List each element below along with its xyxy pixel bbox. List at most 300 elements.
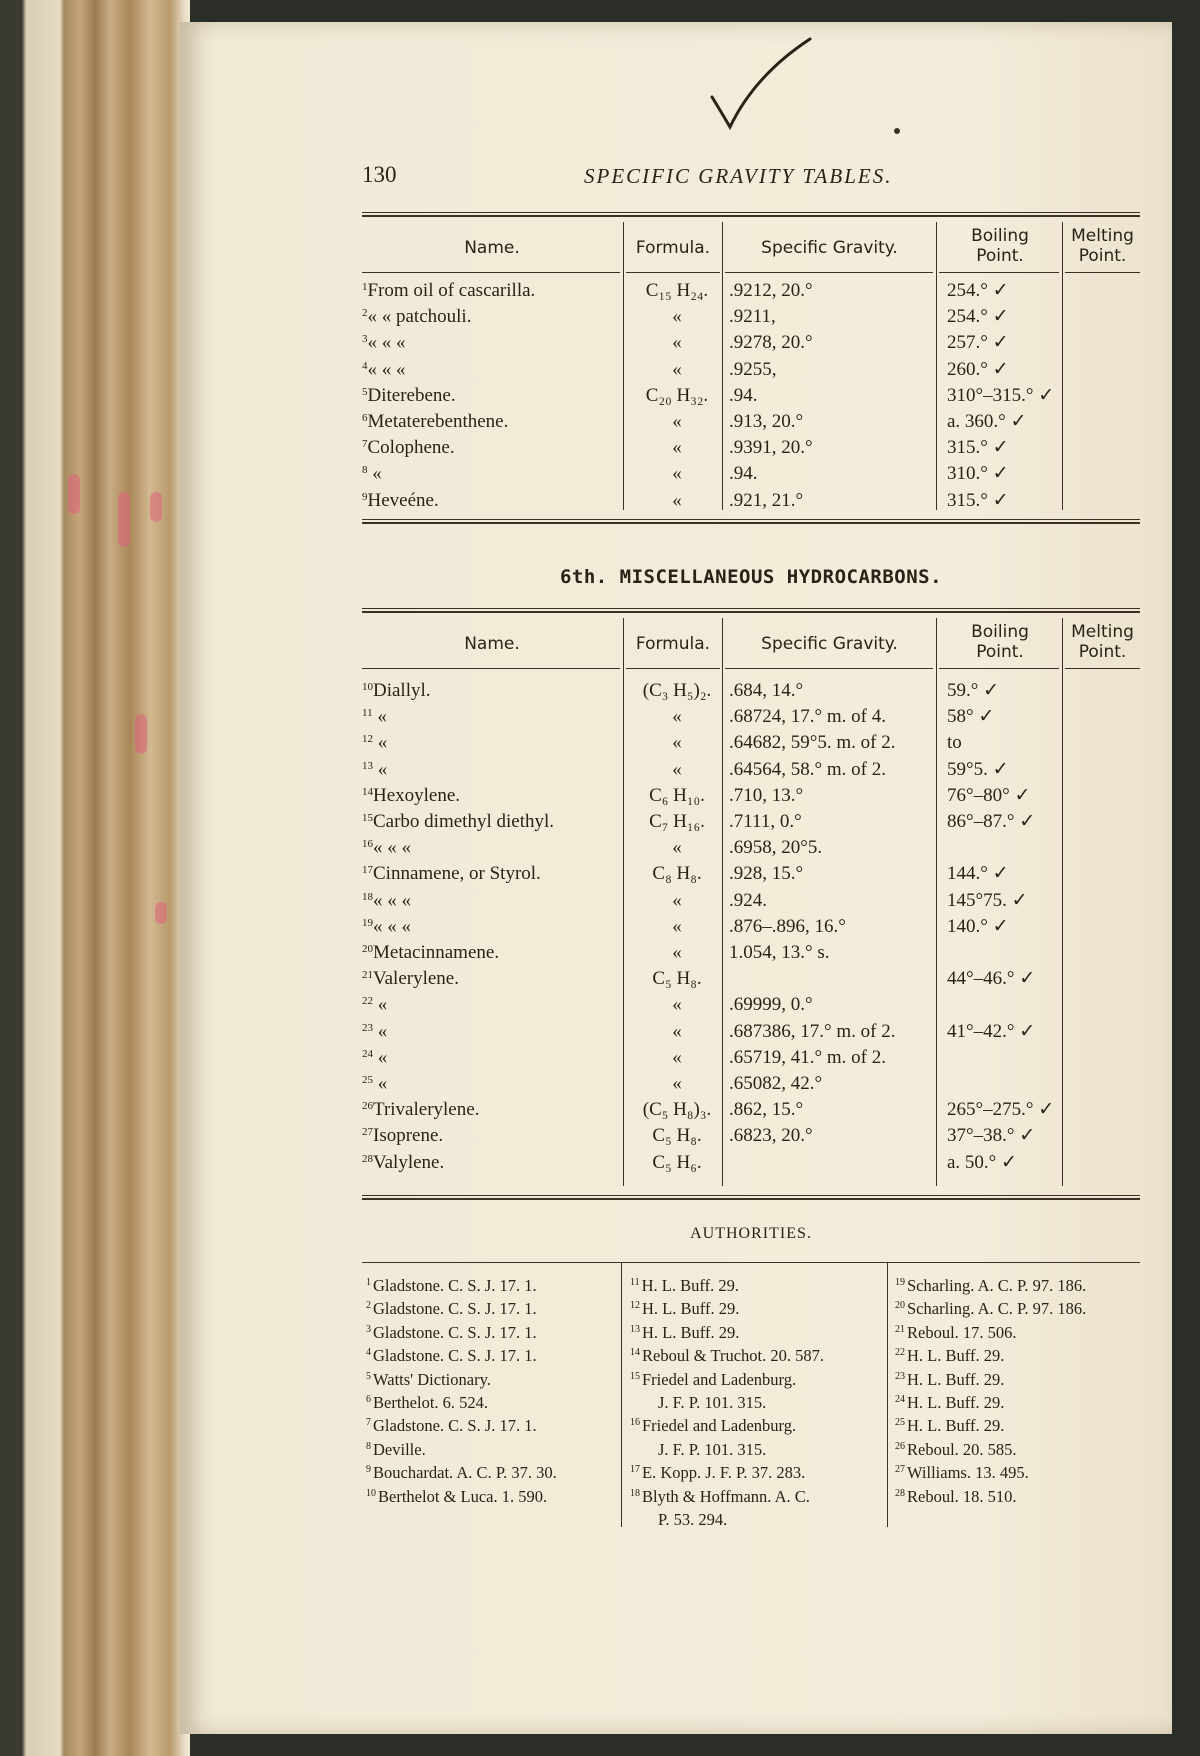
row-name-text: « « patchouli. — [367, 306, 472, 328]
row-name-text: « — [372, 706, 387, 728]
header-rule — [939, 668, 1059, 669]
authority-entry — [895, 1368, 1086, 1391]
row-f-cell: (C₃ H₅)₂. — [642, 680, 712, 701]
table-row — [362, 1097, 1140, 1123]
header-rule — [939, 272, 1059, 273]
row-name-text: « « « — [367, 358, 406, 380]
ink-dot — [894, 128, 900, 134]
authority-ref-number: 3 — [366, 1323, 371, 1335]
row-name-text: « — [367, 463, 382, 485]
table-row — [362, 461, 1140, 487]
row-name-cell — [362, 383, 456, 409]
row-name-cell — [362, 435, 455, 461]
row-name-text: Valylene. — [373, 1151, 445, 1173]
table-row — [362, 704, 1140, 730]
row-bp-cell: 254.° ✓ — [947, 280, 1009, 301]
running-title: SPECIFIC GRAVITY TABLES. — [584, 164, 893, 188]
row-ref-number: 7 — [362, 438, 368, 451]
authority-text: Gladstone. C. S. J. 17. 1. — [373, 1416, 537, 1436]
row-f-cell: « — [672, 358, 682, 380]
row-f-cell: « — [672, 732, 682, 754]
row-sg-cell: .64564, 58.° m. of 2. — [729, 758, 886, 780]
row-f-cell: C₅ H₈. — [652, 1125, 702, 1147]
row-f-cell: « — [672, 915, 682, 937]
row-bp-cell: 37°–38.° ✓ — [947, 1125, 1036, 1147]
row-sg-cell: .913, 20.° — [729, 411, 804, 432]
authority-text: H. L. Buff. 29. — [907, 1393, 1005, 1413]
row-bp-cell: 44°–46.° ✓ — [947, 968, 1036, 990]
header-rule — [362, 272, 620, 273]
row-name-text: Isoprene. — [373, 1125, 444, 1147]
authority-entry — [366, 1321, 557, 1344]
table-row — [362, 278, 1140, 304]
authority-entry — [895, 1297, 1086, 1320]
header-rule — [725, 272, 933, 273]
authority-entry — [366, 1485, 557, 1508]
row-f-cell: C₁₅ H₂₄. — [645, 280, 709, 301]
authority-entry — [366, 1368, 557, 1391]
row-name-text: Hexoylene. — [373, 784, 461, 806]
table-bottom-rule — [362, 1195, 1140, 1200]
authority-text: Watts' Dictionary. — [373, 1369, 491, 1389]
row-sg-cell: .64682, 59°5. m. of 2. — [729, 732, 896, 754]
row-ref-number: 13 — [362, 759, 373, 772]
authority-entry — [895, 1438, 1086, 1461]
row-sg-cell: .68724, 17.° m. of 4. — [729, 706, 886, 728]
handwritten-check-icon — [700, 35, 820, 135]
authority-text: Gladstone. C. S. J. 17. 1. — [373, 1299, 537, 1319]
authority-ref-number: 21 — [895, 1323, 905, 1335]
authority-entry — [895, 1321, 1086, 1344]
row-bp-cell: 144.° ✓ — [947, 863, 1009, 885]
row-f-cell: « — [672, 332, 682, 354]
authority-ref-number: 23 — [895, 1370, 905, 1382]
row-f-cell: « — [672, 1046, 682, 1068]
row-f-cell: « — [672, 1020, 682, 1042]
row-bp-cell: 254.° ✓ — [947, 306, 1009, 328]
row-sg-cell: .7111, 0.° — [729, 811, 802, 832]
authority-text: Gladstone. C. S. J. 17. 1. — [373, 1322, 537, 1342]
row-name-cell — [362, 704, 387, 730]
col-header-name: Name. — [464, 238, 520, 258]
authority-ref-number: 6 — [366, 1394, 371, 1406]
col-header-formula: Formula. — [635, 634, 711, 654]
table-row — [362, 861, 1140, 887]
red-stain — [155, 902, 167, 924]
row-ref-number: 8 — [362, 464, 368, 477]
col-header-specific-gravity: Specific Gravity. — [761, 634, 898, 654]
row-bp-cell: 145°75. ✓ — [947, 889, 1028, 911]
row-ref-number: 15 — [362, 812, 373, 824]
row-name-cell — [362, 940, 499, 966]
row-sg-cell: .6823, 20.° — [729, 1125, 813, 1147]
row-bp-cell: 58° ✓ — [947, 706, 995, 728]
authority-entry — [630, 1368, 824, 1391]
col-header-melting-point: Melting Point. — [1071, 622, 1134, 662]
row-ref-number: 14 — [362, 785, 373, 798]
authority-ref-number: 14 — [630, 1347, 640, 1359]
row-bp-cell: 140.° ✓ — [947, 915, 1009, 937]
row-name-cell — [362, 809, 554, 835]
authority-ref-number: 25 — [895, 1417, 905, 1429]
row-sg-cell: .928, 15.° — [729, 863, 804, 885]
red-stain — [118, 492, 130, 547]
authority-ref-number: 5 — [366, 1370, 371, 1382]
table-row — [362, 383, 1140, 409]
row-f-cell: « — [672, 758, 682, 780]
authority-entry — [895, 1274, 1086, 1297]
row-name-cell — [362, 1097, 479, 1123]
row-name-cell — [362, 409, 508, 435]
table-bottom-rule — [362, 519, 1140, 524]
authority-entry — [630, 1274, 824, 1297]
row-sg-cell: .924. — [729, 889, 767, 911]
col-header-boiling-point: Boiling Point. — [971, 622, 1029, 662]
table-row — [362, 678, 1140, 704]
authority-entry — [895, 1485, 1086, 1508]
header-rule — [1065, 272, 1140, 273]
authority-text: J. F. P. 101. 315. — [658, 1439, 767, 1459]
authorities-title: AUTHORITIES. — [690, 1225, 812, 1242]
row-name-cell — [362, 861, 541, 887]
table-row — [362, 783, 1140, 809]
row-ref-number: 12 — [362, 733, 373, 746]
authority-ref-number: 4 — [366, 1347, 371, 1359]
row-ref-number: 1 — [362, 281, 368, 293]
authority-ref-number: 10 — [366, 1487, 376, 1499]
table-top-rule — [362, 212, 1140, 217]
col-divider — [621, 1262, 622, 1527]
row-bp-cell: 76°–80° ✓ — [947, 784, 1031, 806]
row-name-cell — [362, 461, 382, 487]
row-sg-cell: .862, 15.° — [729, 1099, 804, 1121]
row-sg-cell: .94. — [729, 384, 758, 406]
row-ref-number: 27 — [362, 1126, 373, 1139]
table-row — [362, 835, 1140, 861]
red-stain — [150, 492, 162, 522]
authority-ref-number: 20 — [895, 1300, 905, 1312]
authority-entry — [630, 1321, 824, 1344]
authority-entry — [630, 1297, 824, 1320]
row-f-cell: C₇ H₁₆. — [649, 811, 705, 832]
row-bp-cell: 59°5. ✓ — [947, 758, 1009, 780]
authority-entry — [366, 1297, 557, 1320]
authority-entry — [630, 1508, 824, 1531]
row-ref-number: 11 — [362, 707, 373, 720]
row-name-text: Valerylene. — [373, 968, 459, 990]
authority-text: Friedel and Ladenburg. — [642, 1369, 797, 1389]
authority-text: Friedel and Ladenburg. — [642, 1416, 797, 1436]
authority-text: Berthelot. 6. 524. — [373, 1393, 489, 1413]
row-name-text: « « « — [367, 332, 406, 354]
col-header-boiling-point: Boiling Point. — [971, 226, 1029, 266]
row-f-cell: « — [672, 889, 682, 911]
row-name-text: « — [373, 758, 388, 780]
authority-entry — [630, 1344, 824, 1367]
authority-entry — [366, 1438, 557, 1461]
page-header — [362, 162, 1142, 198]
row-name-cell — [362, 730, 387, 756]
row-f-cell: « — [672, 463, 682, 485]
row-sg-cell: .6958, 20°5. — [729, 837, 823, 859]
row-bp-cell: 265°–275.° ✓ — [947, 1099, 1055, 1121]
row-name-cell — [362, 783, 460, 809]
row-ref-number: 25 — [362, 1074, 373, 1086]
row-name-cell — [362, 1045, 387, 1071]
authority-text: Reboul. 20. 585. — [907, 1439, 1017, 1459]
table-miscellaneous-hydrocarbons — [362, 608, 1140, 1200]
row-name-text: « « « — [373, 915, 411, 937]
row-ref-number: 20 — [362, 943, 373, 955]
authority-ref-number: 7 — [366, 1417, 371, 1429]
table-row — [362, 357, 1140, 383]
row-ref-number: 3 — [362, 333, 368, 346]
red-stain — [68, 474, 80, 514]
row-sg-cell: .710, 13.° — [729, 784, 804, 806]
authority-text: Reboul & Truchot. 20. 587. — [642, 1346, 824, 1366]
row-ref-number: 17 — [362, 864, 373, 877]
row-sg-cell: .687386, 17.° m. of 2. — [729, 1020, 896, 1042]
authority-ref-number: 22 — [895, 1347, 905, 1359]
row-name-text: Heveéne. — [367, 489, 439, 511]
row-bp-cell: 310°–315.° ✓ — [947, 384, 1055, 406]
header-rule — [626, 272, 720, 273]
row-name-text: Metaterebenthene. — [367, 411, 509, 432]
row-name-text: Cinnamene, or Styrol. — [373, 863, 541, 885]
row-name-text: Colophene. — [367, 437, 455, 459]
section-title: 6th. MISCELLANEOUS HYDROCARBONS. — [559, 566, 943, 588]
row-ref-number: 18 — [362, 890, 373, 903]
authority-entry — [630, 1414, 824, 1437]
authority-entry — [895, 1344, 1086, 1367]
authority-text: Gladstone. C. S. J. 17. 1. — [373, 1346, 537, 1366]
authority-ref-number: 13 — [630, 1323, 640, 1335]
table-row — [362, 488, 1140, 514]
row-sg-cell: .9278, 20.° — [729, 332, 813, 354]
authority-text: Scharling. A. C. P. 97. 186. — [907, 1299, 1087, 1319]
row-name-text: Metacinnamene. — [373, 942, 500, 963]
authorities-col-2 — [630, 1274, 824, 1531]
row-sg-cell: .921, 21.° — [729, 489, 804, 511]
authority-ref-number: 19 — [895, 1277, 905, 1288]
row-name-text: « — [373, 1073, 388, 1094]
table-row — [362, 409, 1140, 435]
row-sg-cell: .69999, 0.° — [729, 994, 813, 1016]
table-row — [362, 730, 1140, 756]
row-sg-cell: .9391, 20.° — [729, 437, 813, 459]
row-name-cell — [362, 888, 411, 914]
authority-text: H. L. Buff. 29. — [907, 1346, 1005, 1366]
book-page-edges — [0, 0, 190, 1756]
authority-ref-number: 9 — [366, 1464, 371, 1476]
authority-entry — [366, 1391, 557, 1414]
table-row — [362, 1019, 1140, 1045]
authority-ref-number: 24 — [895, 1394, 905, 1406]
table-row — [362, 914, 1140, 940]
authority-text: P. 53. 294. — [658, 1510, 728, 1530]
row-bp-cell: 315.° ✓ — [947, 489, 1009, 511]
row-sg-cell: .94. — [729, 463, 758, 485]
table-row — [362, 888, 1140, 914]
row-sg-cell: .9211, — [729, 306, 776, 328]
row-bp-cell: 310.° ✓ — [947, 463, 1009, 485]
row-name-cell — [362, 914, 411, 940]
authority-entry — [366, 1414, 557, 1437]
table-hydrocarbons-1 — [362, 212, 1140, 524]
row-bp-cell: 257.° ✓ — [947, 332, 1009, 354]
authority-entry — [366, 1274, 557, 1297]
authority-ref-number: 17 — [630, 1464, 640, 1476]
authority-text: Deville. — [373, 1439, 426, 1459]
row-name-text: « — [373, 994, 388, 1016]
authority-ref-number: 18 — [630, 1487, 640, 1499]
authority-ref-number: 8 — [366, 1440, 371, 1452]
table-row — [362, 1045, 1140, 1071]
row-name-text: Carbo dimethyl diethyl. — [373, 811, 555, 832]
table-top-rule — [362, 608, 1140, 613]
row-f-cell: « — [672, 1073, 682, 1094]
table-row — [362, 330, 1140, 356]
row-name-cell — [362, 1019, 387, 1045]
row-ref-number: 19 — [362, 916, 373, 929]
authority-ref-number: 11 — [630, 1277, 640, 1288]
row-sg-cell: .684, 14.° — [729, 680, 804, 701]
col-divider — [887, 1262, 888, 1527]
authorities-col-3 — [895, 1274, 1086, 1508]
row-name-text: « « « — [373, 837, 411, 859]
authority-entry — [630, 1391, 824, 1414]
row-f-cell: « — [672, 942, 682, 963]
row-f-cell: « — [672, 837, 682, 859]
row-name-cell — [362, 278, 535, 304]
authority-text: Scharling. A. C. P. 97. 186. — [907, 1276, 1087, 1295]
row-name-cell — [362, 1071, 387, 1097]
col-header-specific-gravity: Specific Gravity. — [761, 238, 898, 258]
row-f-cell: « — [672, 437, 682, 459]
row-sg-cell: .9255, — [729, 358, 777, 380]
table-row — [362, 809, 1140, 835]
authority-text: J. F. P. 101. 315. — [658, 1393, 767, 1413]
row-ref-number: 16 — [362, 838, 373, 851]
row-f-cell: « — [672, 706, 682, 728]
authority-text: H. L. Buff. 29. — [642, 1322, 740, 1342]
row-ref-number: 24 — [362, 1047, 373, 1060]
row-sg-cell: .65719, 41.° m. of 2. — [729, 1046, 886, 1068]
authority-entry — [895, 1414, 1086, 1437]
authority-text: H. L. Buff. 29. — [642, 1299, 740, 1319]
authority-ref-number: 1 — [366, 1277, 371, 1288]
row-name-cell — [362, 966, 459, 992]
table-row — [362, 1123, 1140, 1149]
authority-text: E. Kopp. J. F. P. 37. 283. — [642, 1463, 806, 1483]
row-f-cell: C₅ H₈. — [652, 968, 702, 990]
row-bp-cell: 86°–87.° ✓ — [947, 811, 1036, 832]
authority-text: H. L. Buff. 29. — [641, 1276, 739, 1295]
row-name-cell — [362, 357, 406, 383]
row-name-cell — [362, 330, 406, 356]
authority-entry — [366, 1461, 557, 1484]
col-header-name: Name. — [464, 634, 520, 654]
row-ref-number: 23 — [362, 1021, 373, 1034]
authority-text: Reboul. 17. 506. — [907, 1322, 1017, 1342]
row-ref-number: 22 — [362, 995, 373, 1008]
row-name-text: Diterebene. — [367, 384, 456, 406]
row-name-text: « « « — [373, 889, 411, 911]
authority-text: Williams. 13. 495. — [907, 1463, 1029, 1483]
row-name-cell — [362, 488, 439, 514]
row-name-text: Trivalerylene. — [373, 1099, 480, 1121]
row-bp-cell: 41°–42.° ✓ — [947, 1020, 1036, 1042]
authority-entry — [895, 1391, 1086, 1414]
row-name-cell — [362, 678, 431, 704]
authority-ref-number: 26 — [895, 1440, 905, 1452]
row-f-cell: « — [672, 306, 682, 328]
col-header-melting-point: Melting Point. — [1071, 226, 1134, 266]
authority-ref-number: 15 — [630, 1370, 640, 1382]
table-row — [362, 992, 1140, 1018]
row-sg-cell: 1.054, 13.° s. — [729, 942, 830, 963]
row-name-text: « — [373, 732, 388, 754]
authority-ref-number: 12 — [630, 1300, 640, 1312]
row-name-cell — [362, 1150, 444, 1176]
row-bp-cell: 260.° ✓ — [947, 358, 1009, 380]
authority-text: Gladstone. C. S. J. 17. 1. — [373, 1276, 537, 1295]
row-ref-number: 10 — [362, 681, 373, 693]
authority-ref-number: 27 — [895, 1464, 905, 1476]
row-f-cell: « — [672, 489, 682, 511]
header-rule — [362, 668, 620, 669]
authority-entry — [630, 1461, 824, 1484]
row-name-text: « — [373, 1020, 388, 1042]
authority-entry — [366, 1344, 557, 1367]
header-rule — [1065, 668, 1140, 669]
row-bp-cell: 59.° ✓ — [947, 680, 1000, 701]
row-ref-number: 26 — [362, 1100, 373, 1113]
row-ref-number: 6 — [362, 412, 368, 424]
authority-entry — [630, 1438, 824, 1461]
table-row — [362, 1150, 1140, 1176]
row-sg-cell: .65082, 42.° — [729, 1073, 823, 1094]
row-name-cell — [362, 992, 387, 1018]
row-name-cell — [362, 304, 471, 330]
row-ref-number: 28 — [362, 1152, 373, 1165]
page-number: 130 — [362, 162, 397, 187]
red-stain — [135, 714, 147, 754]
table-row — [362, 1071, 1140, 1097]
row-name-cell — [362, 757, 387, 783]
authority-entry — [630, 1485, 824, 1508]
row-sg-cell: .9212, 20.° — [729, 280, 813, 301]
authorities-col-1 — [366, 1274, 557, 1508]
row-name-text: « — [373, 1046, 388, 1068]
row-f-cell: C₂₀ H₃₂. — [645, 384, 709, 406]
header-rule — [626, 668, 720, 669]
row-f-cell: C₈ H₈. — [652, 863, 702, 885]
row-ref-number: 2 — [362, 307, 368, 320]
header-rule — [725, 668, 933, 669]
authority-ref-number: 16 — [630, 1417, 640, 1429]
row-f-cell: « — [672, 411, 682, 432]
authority-text: Blyth & Hoffmann. A. C. — [642, 1486, 810, 1506]
table-row — [362, 757, 1140, 783]
authority-ref-number: 28 — [895, 1487, 905, 1499]
row-f-cell: C₅ H₆. — [652, 1151, 702, 1173]
row-ref-number: 21 — [362, 969, 373, 982]
row-f-cell: (C₅ H₈)₃. — [642, 1099, 712, 1121]
row-name-text: Diallyl. — [373, 680, 431, 701]
row-bp-cell: a. 50.° ✓ — [947, 1151, 1017, 1173]
authority-text: Reboul. 18. 510. — [907, 1486, 1017, 1506]
